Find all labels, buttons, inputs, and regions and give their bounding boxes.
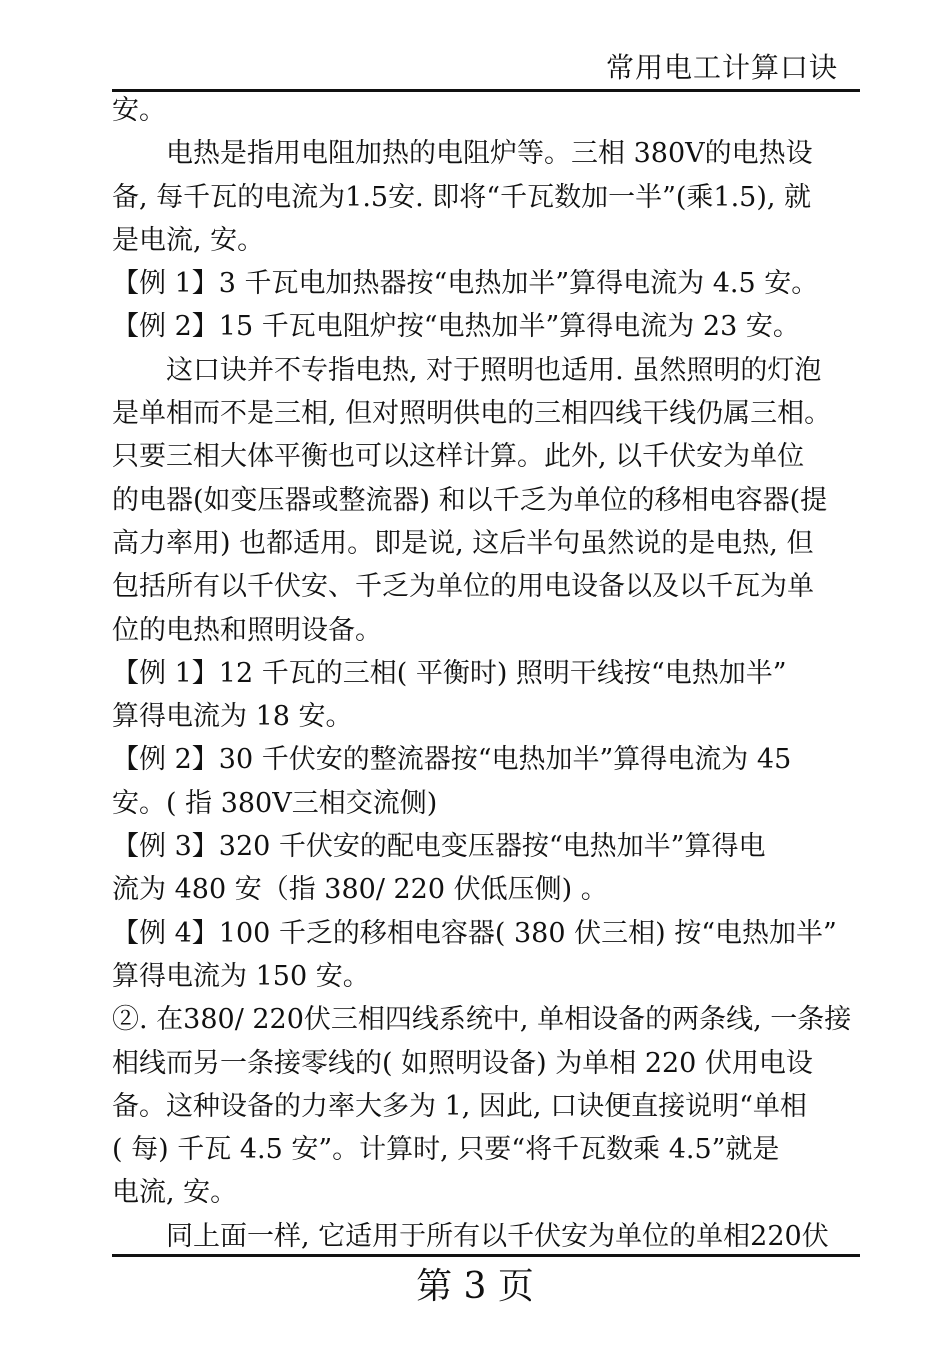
text-line: 高力率用) 也都适用。即是说, 这后半句虽然说的是电热, 但 <box>112 527 814 559</box>
running-header-title: 常用电工计算口诀 <box>605 51 838 84</box>
text-line: 安。( 指 380V三相交流侧) <box>112 787 438 819</box>
text-line: ②. 在380/ 220伏三相四线系统中, 单相设备的两条线, 一条接 <box>112 1004 852 1036</box>
page-body <box>112 89 860 1258</box>
text-line: 【例 2】15 千瓦电阻炉按“电热加半”算得电流为 23 安。 <box>112 311 800 343</box>
text-line: 只要三相大体平衡也可以这样计算。此外, 以千伏安为单位 <box>112 441 805 473</box>
text-line: 是单相而不是三相, 但对照明供电的三相四线干线仍属三相。 <box>112 398 832 430</box>
text-line: 位的电热和照明设备。 <box>112 614 382 646</box>
text-line: 包括所有以千伏安、千乏为单位的用电设备以及以千瓦为单 <box>112 571 814 603</box>
text-line: 安。 <box>112 95 166 126</box>
footer-rule <box>112 1254 860 1257</box>
text-line: 【例 1】3 千瓦电加热器按“电热加半”算得电流为 4.5 安。 <box>112 268 819 300</box>
text-line: 电热是指用电阻加热的电阻炉等。三相 380V的电热设 <box>112 138 813 170</box>
page-number: 第 3 页 <box>416 1266 534 1307</box>
text-line: 【例 3】320 千伏安的配电变压器按“电热加半”算得电 <box>112 831 766 863</box>
text-line: 流为 480 安（指 380/ 220 伏低压侧) 。 <box>112 874 608 906</box>
text-line: 算得电流为 18 安。 <box>112 701 353 733</box>
text-line: 备。这种设备的力率大多为 1, 因此, 口诀便直接说明“单相 <box>112 1090 807 1122</box>
text-line: 同上面一样, 它适用于所有以千伏安为单位的单相220伏 <box>112 1220 829 1252</box>
text-line: 【例 4】100 千乏的移相电容器( 380 伏三相) 按“电热加半” <box>112 917 837 949</box>
text-line: ( 每) 千瓦 4.5 安”。计算时, 只要“将千瓦数乘 4.5”就是 <box>112 1134 780 1166</box>
text-line: 【例 2】30 千伏安的整流器按“电热加半”算得电流为 45 <box>112 744 792 776</box>
text-line: 电流, 安。 <box>112 1177 238 1209</box>
text-line: 的电器(如变压器或整流器) 和以千乏为单位的移相电容器(提 <box>112 484 828 516</box>
text-line: 备, 每千瓦的电流为1.5安. 即将“千瓦数加一半”(乘1.5), 就 <box>112 181 812 213</box>
text-line: 是电流, 安。 <box>112 224 265 256</box>
text-line: 【例 1】12 千瓦的三相( 平衡时) 照明干线按“电热加半” <box>112 657 787 689</box>
text-line: 相线而另一条接零线的( 如照明设备) 为单相 220 伏用电设 <box>112 1047 813 1079</box>
text-line: 这口诀并不专指电热, 对于照明也适用. 虽然照明的灯泡 <box>112 354 822 386</box>
text-line: 算得电流为 150 安。 <box>112 960 370 992</box>
